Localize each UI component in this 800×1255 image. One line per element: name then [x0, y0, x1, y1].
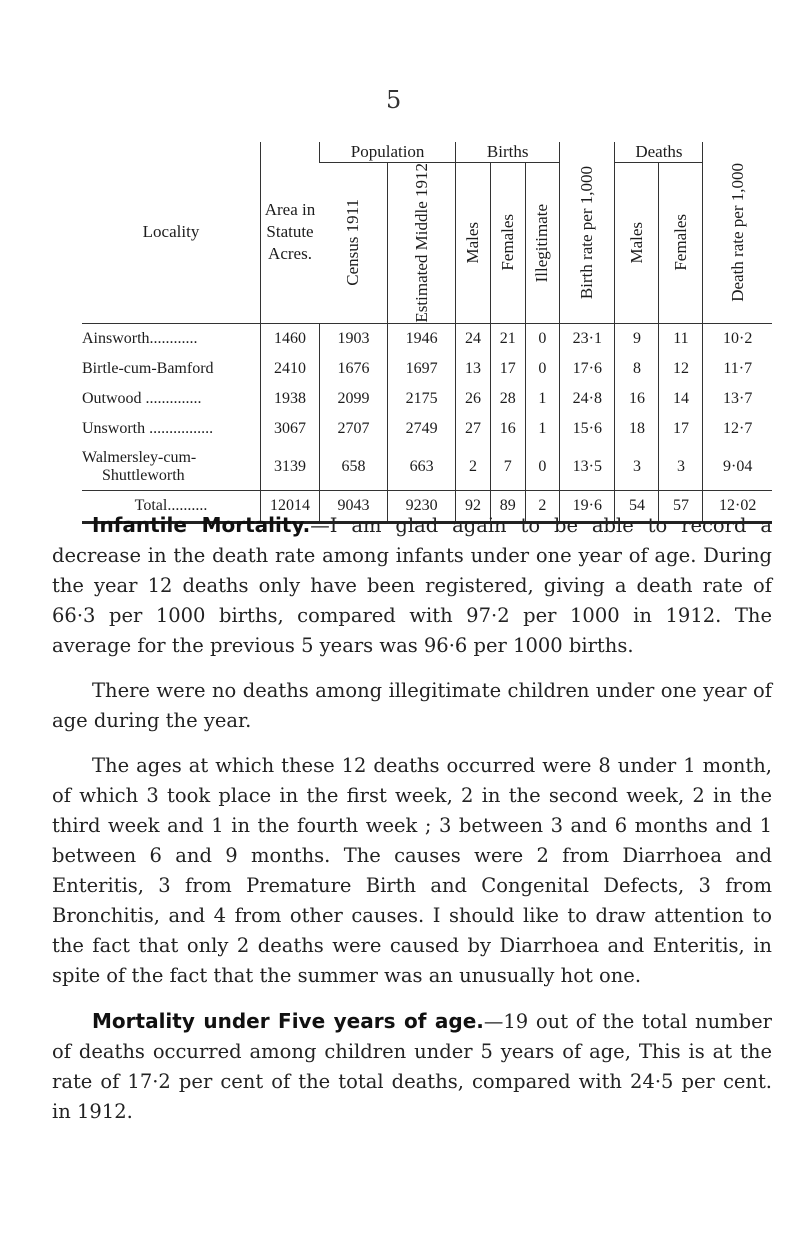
header-deaths-females: Females — [659, 163, 703, 324]
paragraph-infant-mortality: Infantile Mortality.—I am glad again to be able to record a decrease in the death rate among infants under one year of age. During the year 12 deaths only have been registered, giving a death rate of 66·3 per 1000 births, compared with 97·2 per 1000 in 1912. The average for the previous 5 years was 96·6 per 1000 births. — [52, 513, 772, 657]
table-row: Unsworth ................ 3067 2707 2749 27 16 1 15·6 18 17 12·7 — [82, 414, 772, 444]
header-births: Births — [456, 142, 560, 163]
paragraph-five-years: Mortality under Five years of age.—19 out of the total number of deaths occurred among children under 5 years of age, This is at the rate of 17·2 per cent of the total deaths, compared with 24·5 per cent. in 1912. — [52, 1009, 772, 1123]
header-area: Area in Statute Acres. — [261, 142, 320, 323]
header-birth-rate: Birth rate per 1,000 — [560, 142, 615, 323]
total-row: Total.......... 12014 9043 9230 92 89 2 19·6 54 57 12·02 — [82, 490, 772, 522]
table-row: Outwood .............. 1938 2099 2175 26 28 1 24·8 16 14 13·7 — [82, 384, 772, 414]
paragraph-illegitimate: There were no deaths among illegitimate children under one year of age during the year. — [52, 679, 772, 732]
five-years-heading: Mortality under Five years of age. — [92, 1009, 484, 1033]
table-row: Ainsworth............ 1460 1903 1946 24 21 0 23·1 9 11 10·2 — [82, 323, 772, 354]
header-census: Census 1911 — [320, 163, 388, 324]
paragraph-ages: The ages at which these 12 deaths occurred were 8 under 1 month, of which 3 took place in the first week, 2 in the second week, 2 in the third week and 1 in the fourth week ; 3 between 3 and 6 months and 1 between 6 and 9 months. The causes were 2 from Diarrhoea and Enteritis, 3 from Premature Birth and Congenital Defects, 3 from Bronchitis, and 4 from other causes. I should like to draw attention to the fact that only 2 deaths were caused by Diarrhoea and Enteritis, in spite of the fact that the summer was an unusually hot one. — [52, 754, 772, 987]
body-text — [52, 510, 772, 1127]
header-births-males: Males — [456, 163, 491, 324]
header-deaths: Deaths — [615, 142, 703, 163]
table-row: Walmersley-cum- Shuttleworth 3139 658 663 2 7 0 13·5 3 3 9·04 — [82, 444, 772, 491]
header-death-rate: Death rate per 1,000 — [703, 142, 772, 323]
infant-mortality-heading: Infantile Mortality. — [92, 513, 311, 537]
header-estimated: Estimated Middle 1912 — [388, 163, 456, 324]
header-population: Population — [320, 142, 456, 163]
header-illegitimate: Illegitimate — [525, 163, 560, 324]
page-number: 5 — [386, 86, 402, 114]
table-row: Birtle-cum-Bamford 2410 1676 1697 13 17 0 17·6 8 12 11·7 — [82, 354, 772, 384]
header-locality: Locality — [82, 142, 261, 323]
header-births-females: Females — [490, 163, 525, 324]
vital-statistics-table — [82, 142, 772, 524]
header-deaths-males: Males — [615, 163, 659, 324]
